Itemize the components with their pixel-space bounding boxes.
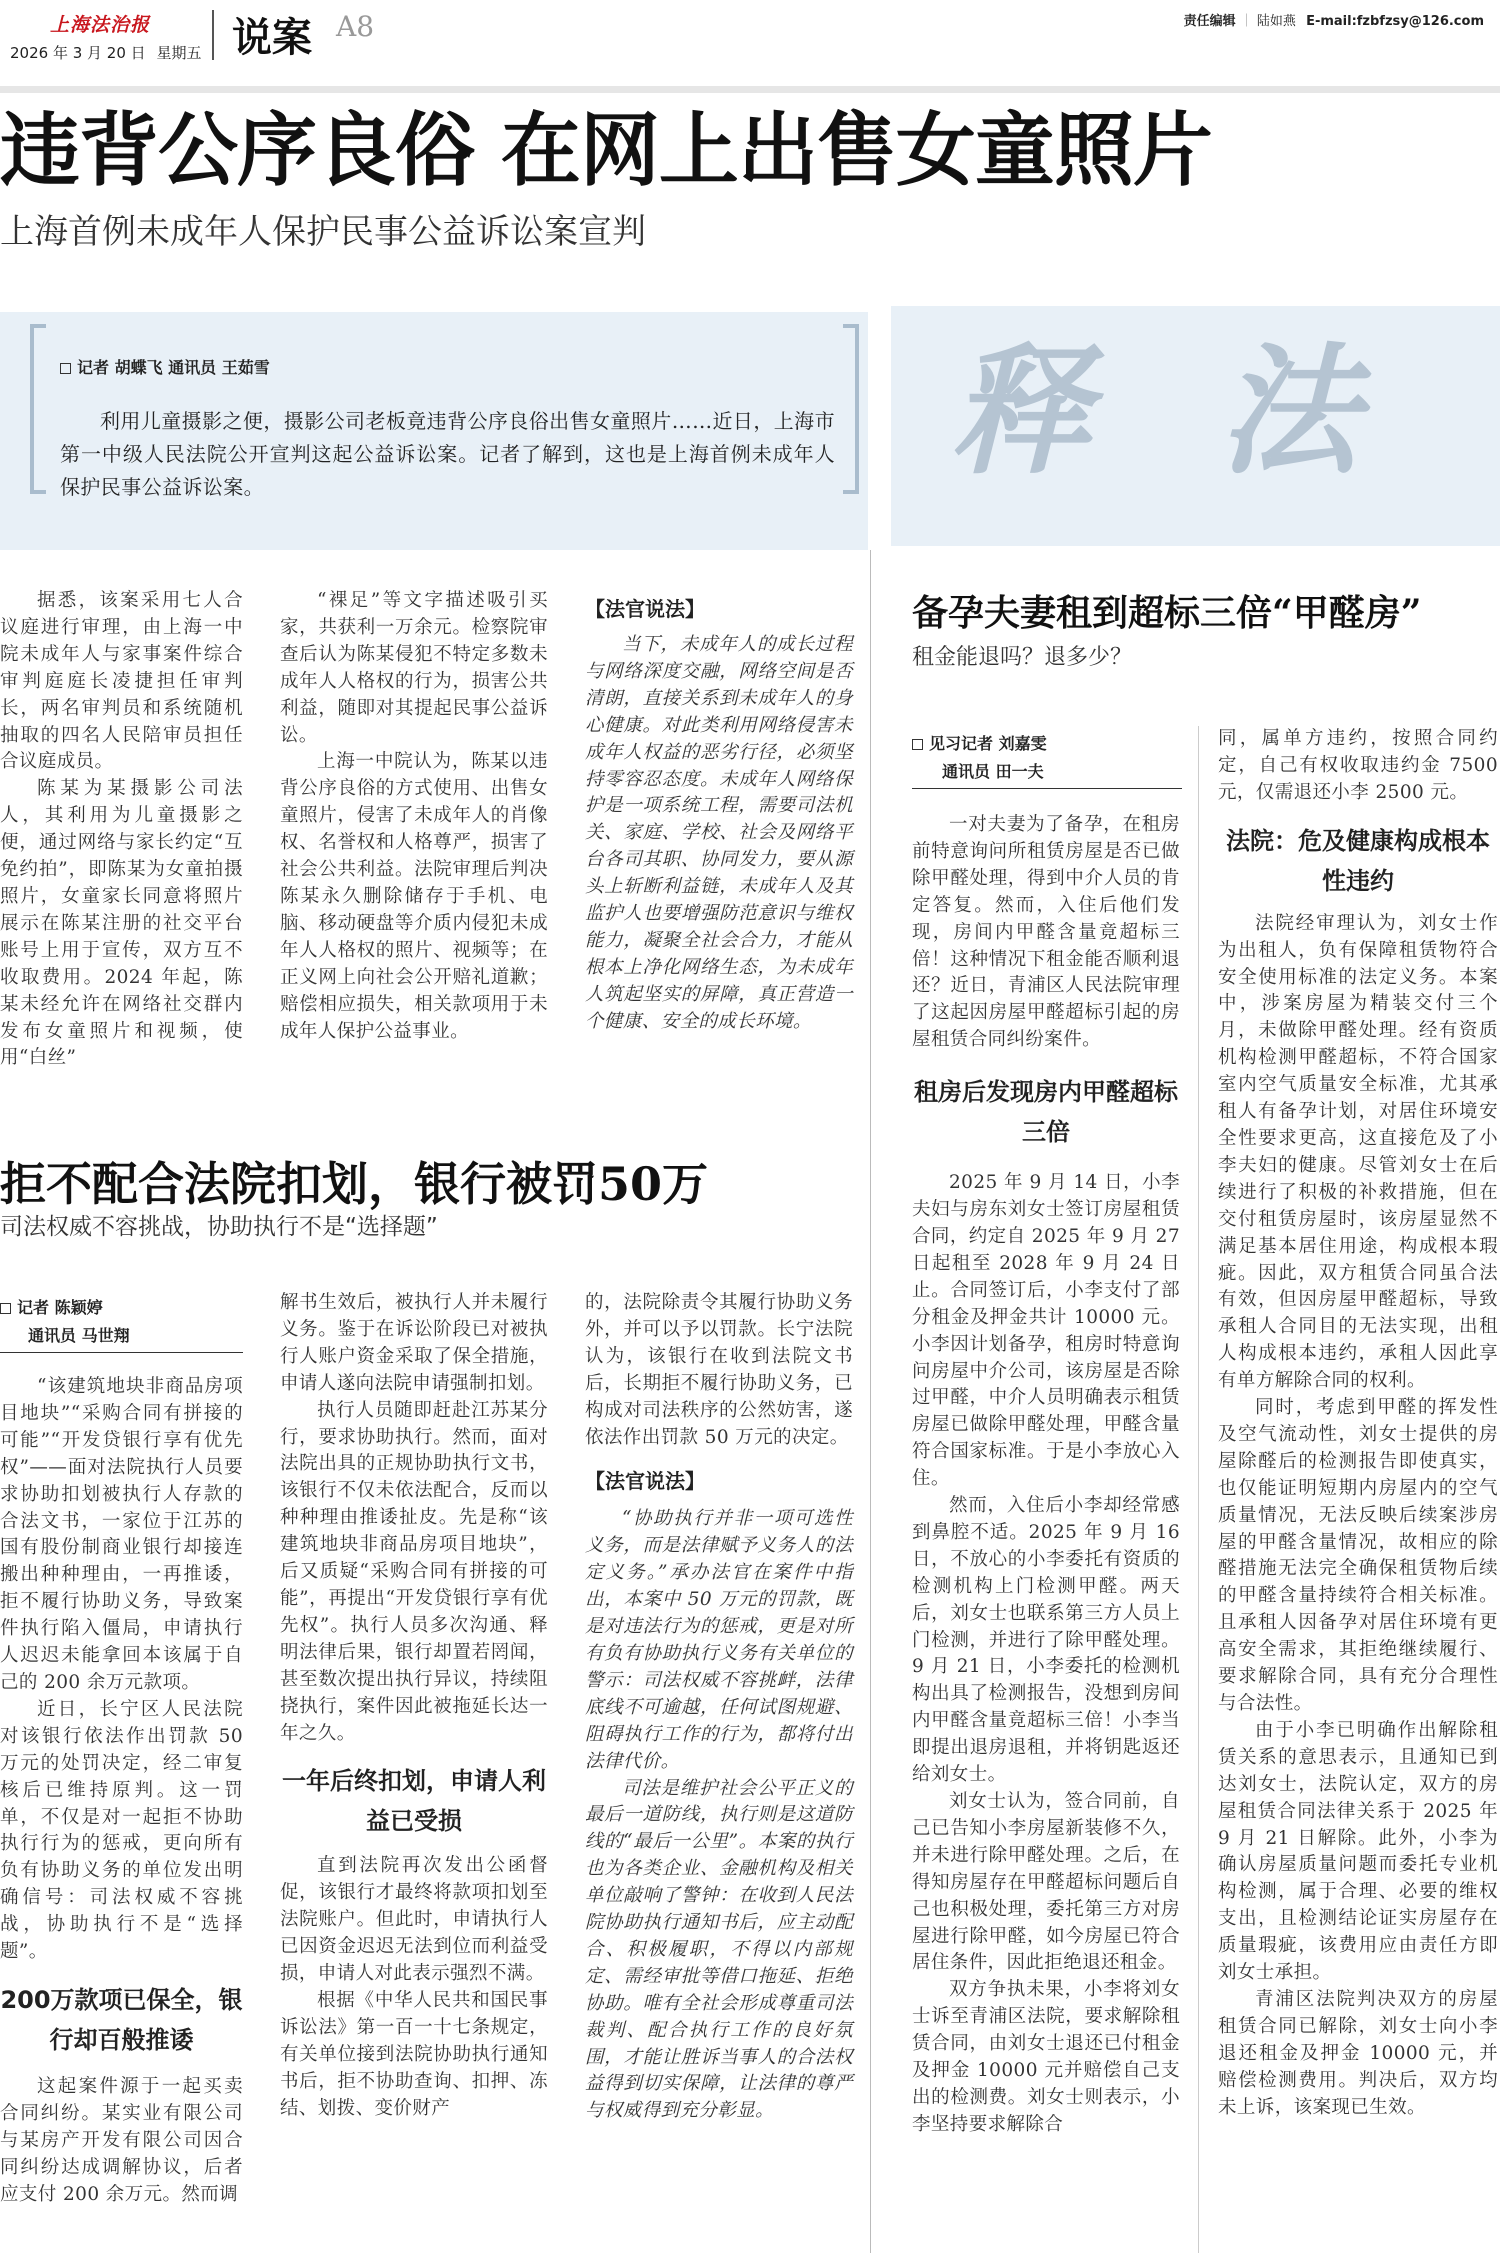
bank-judge-text: “协助执行并非一项可选性义务，而是法律赋予义务人的法定义务。”承办法官在案件中指出，本案中 50 万元的罚款，既是对违法行为的惩戒，更是对所有负有协助执行义务有关单位的警示：司法权威不容挑衅，法律底线不可逾越，任何试图规避、阻碍执行工作的行为，都将付出法律代价。 bbox=[585, 1508, 853, 1772]
shifa-subhead-2: 法院：危及健康构成根本性违约 bbox=[1226, 826, 1490, 895]
bank-judge-text: 司法是维护社会公平正义的最后一道防线，执行则是这道防线的“最后一公里”。本案的执行也为各类企业、金融机构及相关单位敲响了警钟：在收到人民法院协助执行通知书后，应主动配合、积极履职，不得以内部规定、需经审批等借口拖延、拒绝协助。唯有全社会形成尊重司法裁判、配合执行工作的良好氛围，才能让胜诉当事人的合法权益得到切实保障，让法律的尊严与权威得到充分彰显。 bbox=[585, 1777, 853, 2122]
lead-paragraph: 上海一中院认为，陈某以违背公序良俗的方式使用、出售女童照片，侵害了未成年人的肖像权、名誉权和人格尊严，损害了社会公共利益。法院审理后判决陈某永久删除储存于手机、电脑、移动硬盘等介质内侵犯未成年人人格权的照片、视频等；在正义网上向社会公开赔礼道歉；赔偿相应损失，相关款项用于未成年人保护公益事业。 bbox=[280, 751, 548, 1042]
editor-info: 责任编辑 ｜ 陆如燕 E-mail:fzbfzsy@126.com bbox=[1183, 14, 1484, 29]
byline-box-icon bbox=[912, 739, 923, 750]
shifa-byline bbox=[912, 730, 1047, 786]
shifa-paragraph: 2025 年 9 月 14 日，小李夫妇与房东刘女士签订房屋租赁合同，约定自 2025 年 9 月 27 日起租至 2028 年 9 月 24 日止。合同签订后，小李支付了部分租金及押金共计 10000 元。小李因计划备孕，租房时特意询问房屋中介公司，该房屋是否除过甲醛，中介人员明确表示租赁房屋已做除甲醛处理，甲醛含量符合国家标准。于是小李放心入住。 bbox=[912, 1172, 1180, 1490]
bank-byline-1: 记者 陈颖婷 bbox=[17, 1298, 103, 1317]
bank-col3-a bbox=[585, 1290, 853, 1451]
shifa-paragraph: 一对夫妻为了备孕，在租房前特意询问所租赁房屋是否已做除甲醛处理，得到中介人员的肯定答复。然而，入住后他们发现，房间内甲醛含量竟超标三倍！这种情况下租金能否顺利退还？近日，青浦区人民法院审理了这起因房屋甲醛超标引起的房屋租赁合同纠纷案件。 bbox=[912, 814, 1180, 1051]
weekday-text: 星期五 bbox=[156, 44, 202, 62]
shifa-col2-a bbox=[1218, 726, 1498, 807]
bank-headline: 拒不配合法院扣划，银行被罚50万 bbox=[0, 1157, 709, 1211]
bank-col2-a bbox=[280, 1290, 548, 1747]
bank-col-3 bbox=[585, 1290, 853, 2125]
lead-judge-box bbox=[585, 593, 853, 1036]
lead-intro bbox=[60, 405, 835, 504]
intro-bracket-left bbox=[30, 324, 46, 494]
bank-judge-tag: 【法官说法】 bbox=[585, 1469, 705, 1494]
bank-paragraph: 的，法院除责令其履行协助义务外，并可以予以罚款。长宁法院认为，该银行在收到法院文书后，长期拒不履行协助义务，已构成对司法秩序的公然妨害，遂依法作出罚款 50 万元的决定。 bbox=[585, 1292, 853, 1448]
bank-col1-a bbox=[0, 1374, 243, 1966]
lead-intro-text: 利用儿童摄影之便，摄影公司老板竟违背公序良俗出售女童照片……近日，上海市第一中级人民法院公开宣判这起公益诉讼案。记者了解到，这也是上海首例未成年人保护民事公益诉讼案。 bbox=[60, 409, 835, 499]
shifa-byline-rule bbox=[912, 788, 1182, 789]
lead-paragraph: 据悉，该案采用七人合议庭进行审理，由上海一中院未成年人与家事案件综合审判庭庭长凌捷担任审判长，两名审判员和系统随机抽取的四名人民陪审员担任合议庭成员。 bbox=[0, 590, 243, 773]
paper-logo: 上海法治报 bbox=[50, 14, 151, 36]
intro-bracket-right bbox=[843, 324, 859, 494]
bank-paragraph: “该建筑地块非商品房项目地块”“采购合同有拼接的可能”“开发贷银行享有优先权”——面对法院执行人员要求协助扣划被执行人存款的合法文书，一家位于江苏的国有股份制商业银行却接连搬出种种理由，一再推诿，拒不履行协助义务，导致案件执行陷入僵局，申请执行人迟迟未能拿回本该属于自己的 200 余万元款项。 bbox=[0, 1376, 243, 1693]
lead-headline: 违背公序良俗 在网上出售女童照片 bbox=[0, 103, 1212, 197]
lead-judge-text: 当下，未成年人的成长过程与网络深度交融，网络空间是否清朗，直接关系到未成年人的身心健康。对此类利用网络侵害未成年人权益的恶劣行径，必须坚持零容忍态度。未成年人网络保护是一项系统工程，需要司法机关、家庭、学校、社会及网络平台各司其职、协同发力，要从源头上斩断利益链，未成年人及其监护人也要增强防范意识与维权能力，凝聚全社会合力，才能从根本上净化网络生态，为未成年人筑起坚实的屏障，真正营造一个健康、安全的成长环境。 bbox=[585, 634, 853, 1032]
page-column-divider bbox=[870, 550, 871, 2253]
lead-byline-text: 记者 胡蝶飞 通讯员 王茹雪 bbox=[77, 358, 270, 377]
bank-byline-rule bbox=[0, 1352, 243, 1353]
shifa-byline-1: 见习记者 刘嘉雯 bbox=[929, 734, 1047, 753]
shifa-col-1 bbox=[912, 812, 1180, 2139]
shifa-paragraph: 由于小李已明确作出解除租赁关系的意思表示，且通知已到达刘女士，法院认定，双方的房屋租赁合同法律关系于 2025 年 9 月 21 日解除。此外，小李为确认房屋质量问题而委托专业机构检测，属于合理、必要的维权支出，且检测结论证实房屋存在质量瑕疵，该费用应由责任方即刘女士承担。 bbox=[1218, 1719, 1498, 1984]
bank-col-2 bbox=[280, 1290, 548, 2122]
shifa-headline: 备孕夫妻租到超标三倍“甲醛房” bbox=[912, 592, 1422, 634]
shifa-subheadline: 租金能退吗？退多少？ bbox=[912, 645, 1133, 670]
editor-name: 陆如燕 bbox=[1256, 14, 1296, 29]
shifa-subhead-1: 租房后发现房内甲醛超标三倍 bbox=[914, 1078, 1178, 1147]
shifa-col2-b bbox=[1218, 911, 1498, 2122]
shifa-paragraph: 双方争执未果，小李将刘女士诉至青浦区法院，要求解除租赁合同，由刘女士退还已付租金及押金 10000 元并赔偿自己支出的检测费。刘女士则表示，小李坚持要求解除合 bbox=[912, 1979, 1180, 2135]
lead-paragraph: 陈某为某摄影公司法人，其利用为儿童摄影之便，通过网络与家长约定“互免约拍”，即陈某为女童拍摄照片，女童家长同意将照片展示在陈某注册的社交平台账号上用于宣传，双方互不收取费用。2024 年起，陈某未经允许在网络社交群内发布女童照片和视频，使用“白丝” bbox=[0, 778, 243, 1069]
bank-paragraph: 执行人员随即赶赴江苏某分行，要求协助执行。然而，面对法院出具的正规协助执行文书，该银行不仅未依法配合，反而以种种理由推诿扯皮。先是称“该建筑地块非商品房项目地块”，后又质疑“采购合同有拼接的可能”，再提出“开发贷银行享有优先权”。执行人员多次沟通、释明法律后果，银行却置若罔闻，甚至数次提出执行异议，持续阻挠执行，案件因此被拖延长达一年之久。 bbox=[280, 1399, 548, 1744]
shifa-paragraph: 同，属单方违约，按照合同约定，自己有权收取违约金 7500 元，仅需退还小李 2500 元。 bbox=[1218, 728, 1498, 803]
shifa-paragraph: 刘女士认为，签合同前，自己已告知小李房屋新装修不久，并未进行除甲醛处理。之后，在得知房屋存在甲醛超标问题后自己也积极处理，委托第三方对房屋进行除甲醛，如今房屋已符合居住条件，因此拒绝退还租金。 bbox=[912, 1791, 1180, 1974]
bank-subhead-2: 一年后终扣划，申请人利益已受损 bbox=[282, 1767, 546, 1836]
shifa-paragraph: 法院经审理认为，刘女士作为出租人，负有保障租赁物符合安全使用标准的法定义务。本案中，涉案房屋为精装交付三个月，未做除甲醛处理。经有资质机构检测甲醛超标，不符合国家室内空气质量安全标准，尤其承租人有备孕计划，对居住环境安全性要求更高，这直接危及了小李夫妇的健康。尽管刘女士在后续进行了积极的补救措施，但在交付租赁房屋时，该房屋显然不满足基本居住用途，构成根本瑕疵。因此，双方租赁合同虽合法有效，但因房屋甲醛超标，导致承租人合同目的无法实现，出租人构成根本违约，承租人因此享有单方解除合同的权利。 bbox=[1218, 912, 1498, 1392]
lead-judge-tag: 【法官说法】 bbox=[585, 597, 705, 621]
shifa-paragraph: 同时，考虑到甲醛的挥发性及空气流动性，刘女士提供的房屋除醛后的检测报告即使真实，也仅能证明短期内房屋内的空气质量情况，无法反映后续案涉房屋的甲醛含量情况，故相应的除醛措施无法完全确保租赁物后续的甲醛含量持续符合相关标准。且承租人因备孕对居住环境有更高安全需求，其拒绝继续履行、要求解除合同，具有充分合理性与合法性。 bbox=[1218, 1397, 1498, 1714]
issue-date bbox=[10, 42, 201, 63]
masthead-rule bbox=[0, 86, 1500, 93]
date-text: 2026 年 3 月 20 日 bbox=[10, 44, 146, 62]
lead-col-2 bbox=[280, 588, 548, 1045]
bank-paragraph: 直到法院再次发出公函督促，该银行才最终将款项扣划至法院账户。但此时，申请执行人已因资金迟迟无法到位而利益受损，申请人对此表示强烈不满。 bbox=[280, 1855, 548, 1985]
bank-byline-2: 通讯员 马世翔 bbox=[28, 1326, 130, 1345]
bank-judge-text-wrap bbox=[585, 1506, 853, 2125]
lead-paragraph: “裸足”等文字描述吸引买家，共获利一万余元。检察院审查后认为陈某侵犯不特定多数未成年人人格权的行为，损害公共利益，随即对其提起民事公益诉讼。 bbox=[280, 590, 548, 746]
lead-byline bbox=[60, 355, 270, 378]
bank-paragraph: 近日，长宁区人民法院对该银行依法作出罚款 50 万元的处罚决定，经二审复核后已维持原判。这一罚单，不仅是对一起拒不协助执行行为的惩戒，更向所有负有协助义务的单位发出明确信号：司法权威不容挑战，协助执行不是“选择题”。 bbox=[0, 1698, 243, 1963]
bank-byline bbox=[0, 1294, 130, 1350]
shifa-deco-text: 释 法 bbox=[950, 330, 1399, 494]
editor-email: E-mail:fzbfzsy@126.com bbox=[1306, 14, 1484, 29]
shifa-paragraph: 然而，入住后小李却经常感到鼻腔不适。2025 年 9 月 16 日，不放心的小李委托有资质的检测机构上门检测甲醛。两天后，刘女士也联系第三方人员上门检测，并进行了除甲醛处理。9 月 21 日，小李委托的检测机构出具了检测报告，没想到房间内甲醛含量竟超标三倍！小李当即提出退房退租，并将钥匙返还给刘女士。 bbox=[912, 1495, 1180, 1786]
bank-subhead-1: 200万款项已保全，银行却百般推诿 bbox=[0, 1985, 243, 2054]
editor-label: 责任编辑 bbox=[1183, 14, 1236, 29]
masthead bbox=[0, 0, 1500, 86]
shifa-byline-2: 通讯员 田一夫 bbox=[942, 762, 1044, 781]
shifa-col-2 bbox=[1218, 726, 1498, 2122]
lead-judge-text-wrap bbox=[585, 632, 853, 1036]
bank-col1-b bbox=[0, 2074, 243, 2209]
byline-box-icon bbox=[0, 1303, 11, 1314]
lead-subheadline: 上海首例未成年人保护民事公益诉讼案宣判 bbox=[0, 212, 646, 252]
shifa-paragraph: 青浦区法院判决双方的房屋租赁合同已解除，刘女士向小李退还租金及押金 10000 元，并赔偿检测费用。判决后，双方均未上诉，该案现已生效。 bbox=[1218, 1988, 1498, 2118]
bank-paragraph: 根据《中华人民共和国民事诉讼法》第一百一十七条规定，有关单位接到法院协助执行通知书后，拒不协助查询、扣押、冻结、划拨、变价财产 bbox=[280, 1989, 548, 2119]
bank-col-1 bbox=[0, 1374, 243, 2208]
column-rule bbox=[1198, 726, 1199, 2253]
page-number: A8 bbox=[336, 10, 375, 43]
byline-box-icon bbox=[60, 363, 71, 374]
section-name: 说案 bbox=[232, 15, 312, 61]
shifa-col1-a bbox=[912, 812, 1180, 1054]
shifa-col1-b bbox=[912, 1170, 1180, 2139]
bank-paragraph: 解书生效后，被执行人并未履行义务。鉴于在诉讼阶段已对被执行人账户资金采取了保全措施，申请人遂向法院申请强制扣划。 bbox=[280, 1292, 548, 1394]
masthead-divider bbox=[212, 10, 214, 60]
bank-subheadline: 司法权威不容挑战，协助执行不是“选择题” bbox=[0, 1214, 438, 1240]
bank-col2-b bbox=[280, 1853, 548, 2122]
bank-paragraph: 这起案件源于一起买卖合同纠纷。某实业有限公司与某房产开发有限公司因合同纠纷达成调解协议，后者应支付 200 余万元。然而调 bbox=[0, 2075, 243, 2205]
lead-col-1 bbox=[0, 588, 243, 1072]
